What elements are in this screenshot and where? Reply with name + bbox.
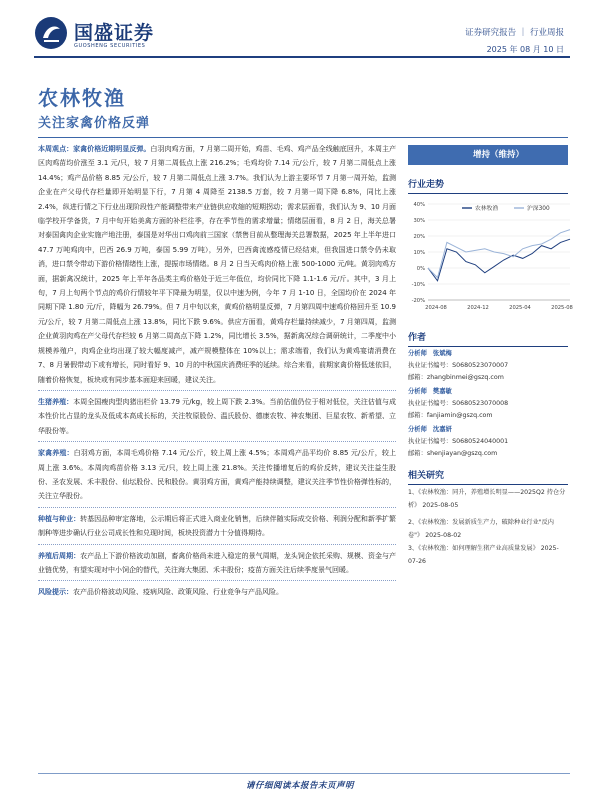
divider [38,507,396,508]
y-tick-label: -10% [411,282,425,288]
y-tick-label: 0% [416,266,425,272]
y-tick-label: 10% [413,250,425,256]
paragraph-label: 家禽养殖： [38,449,74,458]
paragraph-label: 养殖后周期： [38,551,81,560]
report-body [38,142,396,603]
company-logo [34,14,164,54]
y-tick-label: 20% [413,234,425,240]
x-tick-label: 2024-12 [467,305,489,311]
related-item[interactable]: 1、《农林牧渔：同升，养殖增长明显——2025Q2 持仓分析》 2025-08-05 [408,489,566,509]
author-name: 樊嘉敏 [432,388,452,395]
author-email[interactable]: 邮箱：zhangbinmei@gszq.com [408,374,504,381]
x-tick-label: 2024-08 [425,305,447,311]
report-type: 证券研究报告 ｜ 行业周报 [465,28,564,38]
paragraph-risk [38,585,396,599]
chart-grid [428,204,570,300]
chart-x-ticks [425,305,573,311]
paragraph-core-view [38,142,396,387]
y-tick-label: -20% [411,298,425,304]
paragraph-label: 本周观点：家禽价格近期明显反弹。 [38,145,151,153]
author-email[interactable]: 邮箱：fanjiamin@gszq.com [408,412,493,419]
paragraph-seed [38,512,396,541]
industry-trend-chart [404,196,574,322]
trend-heading: 行业走势 [408,177,568,194]
paragraph-post-cycle [38,549,396,578]
related-item[interactable]: 3、《农林牧渔：如何理解生猪产业高质量发展》 2025-07-26 [408,545,559,565]
report-meta [465,26,564,55]
series-line [428,230,570,278]
x-tick-label: 2025-04 [509,305,531,311]
chart-y-ticks [412,202,425,304]
header-divider [34,56,570,58]
report-date: 2025 年 08 月 10 日 [486,45,564,54]
chart-legend [462,204,550,212]
author-name: 沈嘉妍 [432,426,452,433]
author-cert: 执业证书编号：S0680523070007 [408,362,509,369]
page-subtitle: 关注家禽价格反弹 [38,116,151,131]
paragraph-label: 风险提示： [38,588,73,597]
logo-name: 国盛证券 [74,22,155,44]
rating-badge: 增持（维持） [408,145,568,165]
author-cert: 执业证书编号：S0680524040001 [408,438,509,445]
chart-lines [428,230,570,281]
series-line [428,239,570,281]
y-tick-label: 30% [413,218,425,224]
related-item[interactable]: 2、《农林牧渔：发展新质生产力，破除种业行业"反内卷"》 2025-08-02 [408,519,554,539]
footer-divider [38,773,570,774]
paragraph-text: 转基因品种审定落地，公示期后将正式进入商业化销售，后续伴随实际成交价格、利润分配和新季扩繁制种等进步确认行业公司成长性和兑现时间，板块投资潜力十分值得期待。 [38,514,397,538]
author-entry [408,424,508,460]
author-cert: 执业证书编号：S0680523070008 [408,400,509,407]
author-entry [408,386,508,422]
title-divider [38,137,568,138]
paragraph-text: 白羽鸡方面，本周毛鸡价格 7.14 元/公斤，较上周上涨 4.5%；本周鸡产品平均价 8.85 元/公斤，较上周上涨 3.6%。本周肉鸡苗价格 3.13 元/只，较上周上涨 21.8%。关注传播增复后的鸡价反转，建议关注益生股份、圣农发展、禾丰股份、仙坛股份、民和股份。黄羽鸡方面，黄鸡产能持续调整，建议关注季节性价格弹性标的，关注立华股份。 [38,449,397,501]
legend-label: 沪深300 [527,206,550,212]
paragraph-text: 农产品上下游价格波动加剧，畜禽价格尚未进入稳定的景气周期，龙头饲企依托采购、规模、资金与产业链优势，有望实现对中小饲企的替代，关注海大集团、禾丰股份；疫苗方面关注后续季度景气回暖。 [38,551,397,574]
legend-label: 农林牧渔 [475,206,499,212]
footer-disclaimer: 请仔细阅读本报告末页声明 [245,781,354,791]
author-entry [408,348,508,384]
paragraph-label: 生猪养殖： [38,397,74,406]
paragraph-text: 本周全国瘦肉型肉猪出栏价 13.79 元/kg，较上周下跌 2.3%。当前估值仍位于相对低位，关注估值与成本性价比占显的龙头及低成本高成长标的，关注牧原股份、温氏股份、德康农牧、神农集团、巨星农牧、新希望、立华股份等。 [38,397,397,435]
author-role: 分析师 [408,388,427,395]
author-email[interactable]: 邮箱：shenjiayan@gszq.com [408,450,498,457]
divider [38,441,396,442]
divider [38,390,396,391]
logo-mark-icon [34,16,68,50]
divider [38,580,396,581]
related-heading: 相关研究 [408,468,568,485]
x-tick-label: 2025-08 [551,305,573,311]
authors-heading: 作者 [408,330,568,347]
author-role: 分析师 [408,350,427,357]
y-tick-label: 40% [413,202,425,208]
paragraph-text: 农产品价格波动风险、疫病风险、政策风险、行业竞争与产品风险。 [73,588,283,597]
paragraph-text: 白羽肉鸡方面，7 月第二周开始，鸡苗、毛鸡、鸡产品全线触底回升，本周主产区肉鸡苗均价涨至 3.1 元/只，较 7 月第二周低点上涨 216.2%；毛鸡均价 7.14 元/公斤，较 7 月第二周低点上涨 14.4%；鸡产品价格 8.85 元/公斤，较 7 月第二周低点上涨 3.7%。我们认为上游主要环节 7 月第一周开始，监测企业在产父母代存栏量即开始明显下行，7 月第 4 周降至 2138.5 万套，较 7 月第一周下降 6.8%，同比上涨 2.4%，纵进行情之下行业出现阶段性产能调整带来产业链供应收缩的短期拐动；需求层面看，我们认为 9、10 月面临学校开学备货，7 月中旬开始美禽方面的补栏往季，存在季节性的需求增量；情绪层面看，8 月 2 日，海关总署对泰国禽肉企业实施产地注册，泰国是对华出口鸡肉前三国家（禁售目前从整理海关总署数据，2025 年上半年进口 47.7 万吨鸡肉中，巴西 26.9 万吨，泰国 5.99 万吨），另外，巴西禽流感疫情已经结束，但我国进口禁令仍未取消，进口禁令带动下游价格情绪性上涨，提振市场情绪。8 月 2 日当天鸡肉价格上涨 500-1000 元/吨。黄羽肉鸡方面，据新禽况统计，2025 年上半年各品类主鸡价格处于近三年低位，均价同比下降 1.1-1.6 元/斤。其中，3 月上旬，7 月上旬两个节点的鸡价行情较年平下降最为明显，仅以中速为例，今年 7 月 1-10 日，全国均价在 2024 年同期下降 1.80 元/斤，降幅为 26.79%。但 7 月中旬以来，黄鸡价格明显反弹，7 月第四周中速鸡价格回升至 10.9 元/公斤，较 7 月第二周低点上涨 13.8%，同比下跌 9.6%。供应方面看，黄鸡存栏量持续减少，7 月第四周，监测企业黄羽肉鸡在产父母代存栏较 6 月第二周高点下降 1.2%，同比增长 3.5%，据新禽况综合调研统计，二季度中小规模养殖户，肉鸡企业均出现了较大幅度减产，减产规模整体在 10%以上；需求端看，我们认为黄鸡宴请消费在 7、8 月暑假带动下或有增长，同时看好 9、10 月的中秋国庆消费旺季的延续。综合来看，前期家禽价格低迷依旧，随着价格恢复，板块或有同步基本面迎来回暖，建议关注。 [38,145,396,384]
paragraph-hog [38,395,396,438]
page-title: 农林牧渔 [38,86,126,110]
logo-subtitle: GUOSHENG SECURITIES [74,43,146,49]
author-role: 分析师 [408,426,427,433]
author-name: 张斌梅 [432,350,452,357]
divider [38,544,396,545]
paragraph-label: 种植与种业： [38,514,81,523]
paragraph-poultry [38,446,396,504]
